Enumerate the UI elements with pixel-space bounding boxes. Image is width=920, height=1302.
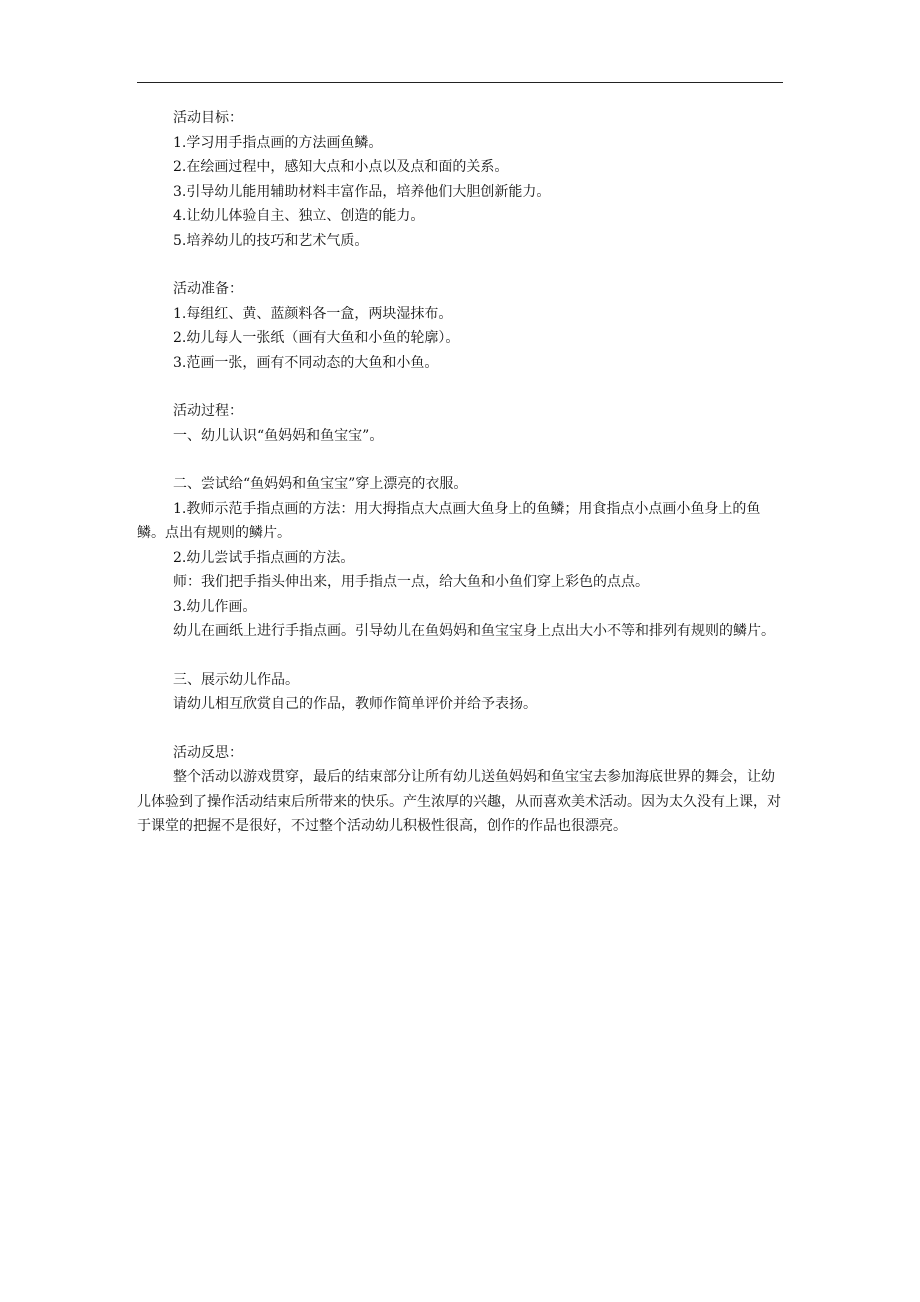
goal-item-5: 5.培养幼儿的技巧和艺术气质。: [173, 232, 369, 249]
section-spacer: [137, 717, 787, 741]
section-heading-process: 活动过程：: [173, 403, 243, 419]
process-step-2-title: 二、尝试给“鱼妈妈和鱼宝宝”穿上漂亮的衣服。: [173, 476, 468, 492]
process-step-2-item-5: 幼儿在画纸上进行手指点画。引导幼儿在鱼妈妈和鱼宝宝身上点出大小不等和排列有规则的鳞片。: [173, 623, 775, 639]
section-spacer: [137, 375, 787, 399]
reflection-body: 整个活动以游戏贯穿，最后的结束部分让所有幼儿送鱼妈妈和鱼宝宝去参加海底世界的舞会，让幼儿体验到了操作活动结束后所带来的快乐。产生浓厚的兴趣，从而喜欢美术活动。因为太久没有上课，对于课堂的把握不是很好，不过整个活动幼儿积极性很高，创作的作品也很漂亮。: [137, 769, 781, 834]
preparation-item-3: 3.范画一张，画有不同动态的大鱼和小鱼。: [173, 354, 439, 371]
goal-item-4: 4.让幼儿体验自主、独立、创造的能力。: [173, 208, 425, 224]
section-heading-goals: 活动目标：: [173, 110, 243, 126]
process-step-3-title: 三、展示幼儿作品。: [173, 671, 299, 688]
process-step-2-item-4: 3.幼儿作画。: [173, 598, 257, 615]
process-step-2-item-3: 师：我们把手指头伸出来，用手指点一点，给大鱼和小鱼们穿上彩色的点点。: [173, 574, 649, 590]
process-step-2-item-1: 1.教师示范手指点画的方法：用大拇指点大点画大鱼身上的鱼鳞；用食指点小点画小鱼身上的鱼鳞。点出有规则的鳞片。: [137, 500, 761, 541]
preparation-item-1: 1.每组红、黄、蓝颜料各一盒，两块湿抹布。: [173, 305, 453, 322]
section-heading-preparation: 活动准备：: [173, 281, 243, 297]
section-heading-reflection: 活动反思：: [173, 744, 243, 761]
section-spacer: [137, 644, 787, 668]
process-step-2-item-2: 2.幼儿尝试手指点画的方法。: [173, 549, 355, 566]
header-rule: [137, 82, 783, 83]
section-spacer: [137, 448, 787, 472]
process-step-1: 一、幼儿认识“鱼妈妈和鱼宝宝”。: [173, 427, 384, 444]
section-spacer: [137, 253, 787, 277]
process-step-3-body: 请幼儿相互欣赏自己的作品，教师作简单评价并给予表扬。: [173, 696, 537, 712]
document-body: [137, 106, 787, 839]
preparation-item-2: 2.幼儿每人一张纸（画有大鱼和小鱼的轮廓）。: [173, 330, 460, 346]
goal-item-3: 3.引导幼儿能用辅助材料丰富作品，培养他们大胆创新能力。: [173, 183, 551, 200]
goal-item-2: 2.在绘画过程中，感知大点和小点以及点和面的关系。: [173, 159, 509, 175]
goal-item-1: 1.学习用手指点画的方法画鱼鳞。: [173, 134, 383, 151]
